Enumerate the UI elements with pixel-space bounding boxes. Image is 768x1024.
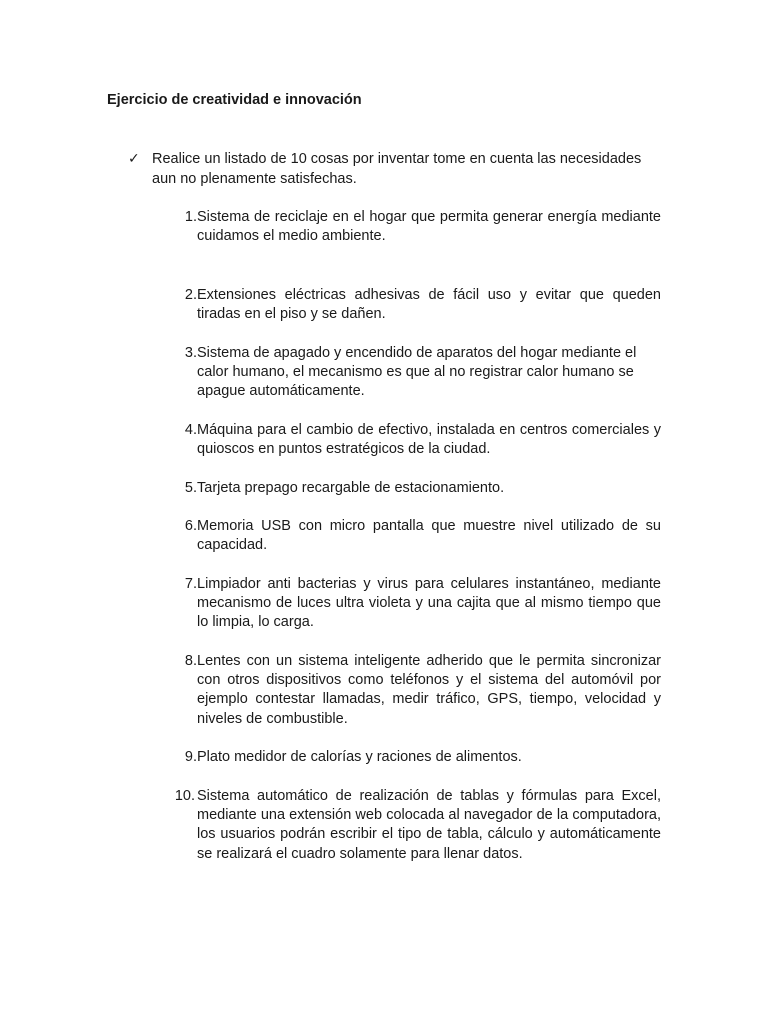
list-item-number: 8. [184,653,197,669]
list-item-text: Plato medidor de calorías y raciones de alimentos. [197,749,522,765]
list-item-text: Tarjeta prepago recargable de estacionamiento. [197,480,505,496]
list-item-number: 3. [184,345,197,361]
list-item [163,208,661,246]
list-item-number: 10. [174,788,195,804]
list-item-number: 9. [184,749,197,765]
list-item-number: 5. [184,480,197,496]
list-item-text: Extensiones eléctricas adhesivas de fácil uso y evitar que queden tiradas en el piso y se dañen. [197,287,661,323]
bullet-item [128,150,662,189]
list-item-number: 1. [184,209,197,225]
list-item-number: 2. [184,287,197,303]
list-item-text: Memoria USB con micro pantalla que muestre nivel utilizado de su capacidad. [197,518,661,554]
list-item-number: 7. [184,576,197,592]
list-item-text: Máquina para el cambio de efectivo, instalada en centros comerciales y quioscos en puntos estratégicos de la ciudad. [197,422,661,458]
list-item [163,787,661,864]
list-item [163,421,661,459]
list-item-text: Lentes con un sistema inteligente adherido que le permita sincronizar con otros dispositivos como teléfonos y el sistema del automóvil por ejemplo contestar llamadas, medir tráfico, GPS, tiempo, velocidad y niveles de combustible. [197,653,661,727]
list-item-number: 6. [184,518,197,534]
document-title: Ejercicio de creatividad e innovación [107,92,362,108]
list-item-text: Sistema de reciclaje en el hogar que permita generar energía mediante cuidamos el medio ambiente. [197,209,661,245]
list-item [163,652,661,729]
list-item-text: Sistema de apagado y encendido de aparatos del hogar mediante el calor humano, el mecanismo es que al no registrar calor humano se apague automáticamente. [197,345,637,400]
checkmark-icon: ✓ [128,151,140,167]
list-item [163,479,661,498]
list-item [163,286,661,324]
bullet-text: Realice un listado de 10 cosas por inventar tome en cuenta las necesidades aun no plenamente satisfechas. [152,151,642,187]
list-item [163,344,661,402]
list-item-number: 4. [184,422,197,438]
list-item [163,748,661,767]
list-item [163,575,661,633]
list-item [163,517,661,555]
list-item-text: Sistema automático de realización de tablas y fórmulas para Excel, mediante una extensión web colocada al navegador de la computadora, los usuarios podrán escribir el tipo de tabla, cálculo y automáticamente se realizará el cuadro solamente para llenar datos. [197,788,661,862]
list-item-text: Limpiador anti bacterias y virus para celulares instantáneo, mediante mecanismo de luces ultra violeta y una cajita que al mismo tiempo que lo limpia, lo carga. [197,576,661,631]
